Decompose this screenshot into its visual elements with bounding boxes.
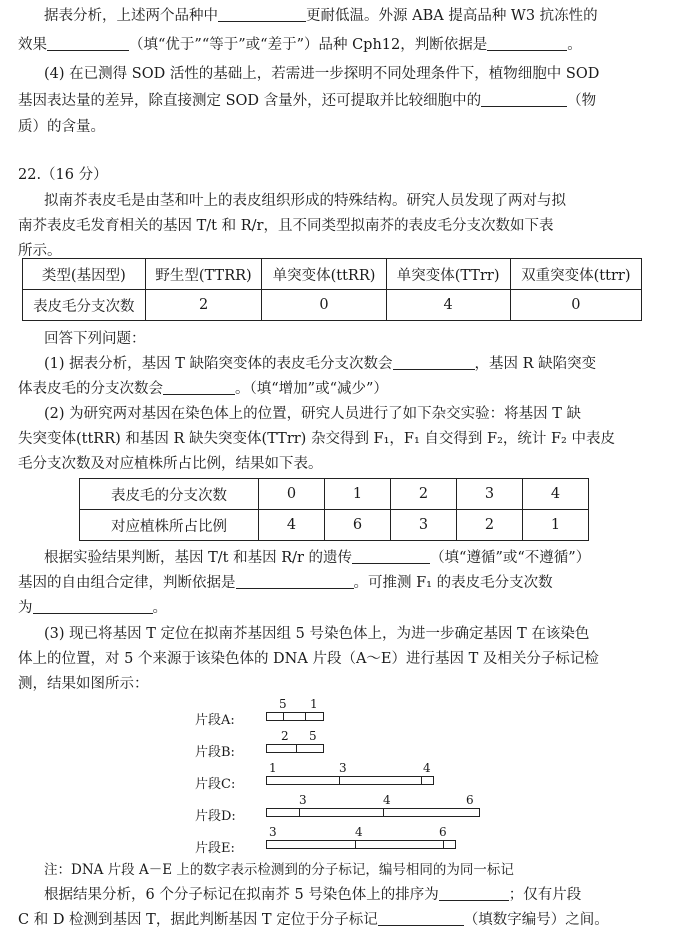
marker-number: 2 xyxy=(281,729,289,743)
marker-number: 5 xyxy=(309,729,317,743)
marker-number: 3 xyxy=(339,761,347,775)
line-q1-a: (1) 据表分析，基因 T 缺陷突变体的表皮毛分支次数会 ，基因 R 缺陷突变 xyxy=(18,352,674,377)
marker-tick xyxy=(283,712,284,721)
table-cell: 对应植株所占比例 xyxy=(80,510,259,541)
marker-number: 4 xyxy=(423,761,431,775)
line-q3-e: C 和 D 检测到基因 T，据此判断基因 T 定位于分子标记 （填数字编号）之间。 xyxy=(18,908,674,933)
table-cell: 表皮毛分支次数 xyxy=(23,290,146,321)
answer-blank[interactable] xyxy=(439,884,509,901)
marker-tick xyxy=(443,840,444,849)
answer-blank[interactable] xyxy=(163,378,235,395)
marker-number: 3 xyxy=(269,825,277,839)
marker-number: 1 xyxy=(310,697,318,711)
dna-segment-c xyxy=(266,776,434,785)
table-cell: 2 xyxy=(145,290,262,321)
answer-blank[interactable] xyxy=(378,909,464,926)
answer-blank[interactable] xyxy=(487,34,567,51)
dna-segment-b xyxy=(266,744,324,753)
marker-number: 4 xyxy=(355,825,363,839)
answer-blank[interactable] xyxy=(218,5,306,22)
table-cell: 3 xyxy=(457,479,523,510)
marker-tick xyxy=(421,776,422,785)
table-cell: 1 xyxy=(325,479,391,510)
marker-tick xyxy=(339,776,340,785)
table-cell: 单突变体(TTrr) xyxy=(386,259,510,290)
marker-number: 3 xyxy=(299,793,307,807)
table-cell: 双重突变体(ttrr) xyxy=(510,259,641,290)
line-q2-e: 基因的自由组合定律，判断依据是 。可推测 F₁ 的表皮毛分支次数 xyxy=(18,571,674,596)
line-q2-c: 毛分支次数及对应植株所占比例，结果如下表。 xyxy=(18,456,323,472)
segment-label: 片段B: xyxy=(195,745,235,760)
line-q3-b: 体上的位置，对 5 个来源于该染色体的 DNA 片段（A～E）进行基因 T 及相关分子标记检 xyxy=(18,651,599,667)
line-intro-2: 南芥表皮毛发育相关的基因 T/t 和 R/r，且不同类型拟南芥的表皮毛分支次数如下表 xyxy=(18,218,554,234)
line-4: 基因表达量的差异，除直接测定 SOD 含量外，还可提取并比较细胞中的 （物 xyxy=(18,89,674,114)
line-answer: 回答下列问题： xyxy=(44,331,146,347)
marker-tick xyxy=(383,808,384,817)
table-f2 xyxy=(79,478,589,541)
dna-segment-e xyxy=(266,840,456,849)
table-cell: 4 xyxy=(386,290,510,321)
line-q1-b: 体表皮毛的分支次数会 。（填“增加”或“减少”） xyxy=(18,377,674,402)
marker-tick xyxy=(355,840,356,849)
marker-tick xyxy=(305,712,306,721)
line-2: 效果 （填“优于”“等于”或“差于”）品种 Cph12，判断依据是 。 xyxy=(18,33,674,58)
line-1: 据表分析，上述两个品种中 更耐低温。外源 ABA 提高品种 W3 抗冻性的 xyxy=(18,4,674,29)
line-intro-1: 拟南芥表皮毛是由茎和叶上的表皮组织形成的特殊结构。研究人员发现了两对与拟 xyxy=(44,193,566,209)
answer-blank[interactable] xyxy=(47,34,129,51)
marker-tick xyxy=(299,808,300,817)
table-cell: 1 xyxy=(523,510,589,541)
answer-blank[interactable] xyxy=(481,90,567,107)
table-cell: 4 xyxy=(523,479,589,510)
line-5: 质）的含量。 xyxy=(18,119,105,135)
table-cell: 0 xyxy=(510,290,641,321)
line-q2-b: 失突变体(ttRR) 和基因 R 缺失突变体(TTrr) 杂交得到 F₁，F₁ 自交得到 F₂，统计 F₂ 中表皮 xyxy=(18,431,615,447)
line-q3-c: 测，结果如图所示： xyxy=(18,676,149,692)
table-cell: 野生型(TTRR) xyxy=(145,259,262,290)
line-q3-d: 根据结果分析，6 个分子标记在拟南芥 5 号染色体上的排序为 ；仅有片段 xyxy=(18,883,674,908)
answer-blank[interactable] xyxy=(33,597,153,614)
table-cell: 类型(基因型) xyxy=(23,259,146,290)
table-cell: 2 xyxy=(457,510,523,541)
dna-segment-a xyxy=(266,712,324,721)
line-3: (4) 在已测得 SOD 活性的基础上，若需进一步探明不同处理条件下，植物细胞中 SOD xyxy=(44,66,600,82)
answer-blank[interactable] xyxy=(352,547,430,564)
marker-tick xyxy=(296,744,297,753)
table-cell: 4 xyxy=(259,510,325,541)
marker-number: 4 xyxy=(383,793,391,807)
table-cell: 3 xyxy=(391,510,457,541)
line-q3-a: (3) 现已将基因 T 定位在拟南芥基因组 5 号染色体上，为进一步确定基因 T 在该染色 xyxy=(44,626,590,642)
table-cell: 2 xyxy=(391,479,457,510)
segment-label: 片段D: xyxy=(195,809,236,824)
table-cell: 6 xyxy=(325,510,391,541)
marker-number: 6 xyxy=(466,793,474,807)
table-genotype xyxy=(22,258,642,321)
table-cell: 0 xyxy=(262,290,386,321)
diagram-note: 注：DNA 片段 A－E 上的数字表示检测到的分子标记，编号相同的为同一标记 xyxy=(44,862,514,878)
line-q2-d: 根据实验结果判断，基因 T/t 和基因 R/r 的遗传 （填“遵循”或“不遵循”） xyxy=(18,546,674,571)
question-number: 22.（16 分） xyxy=(18,167,108,183)
table-cell: 单突变体(ttRR) xyxy=(262,259,386,290)
segment-label: 片段C: xyxy=(195,777,236,792)
table-cell: 表皮毛的分支次数 xyxy=(80,479,259,510)
marker-number: 6 xyxy=(439,825,447,839)
line-intro-3: 所示。 xyxy=(18,243,62,259)
answer-blank[interactable] xyxy=(393,353,475,370)
segment-label: 片段A: xyxy=(195,713,235,728)
line-q2-f: 为 。 xyxy=(18,596,674,621)
marker-number: 5 xyxy=(279,697,287,711)
table-cell: 0 xyxy=(259,479,325,510)
segment-label: 片段E: xyxy=(195,841,235,856)
answer-blank[interactable] xyxy=(236,572,354,589)
line-q2-a: (2) 为研究两对基因在染色体上的位置，研究人员进行了如下杂交实验：将基因 T 缺 xyxy=(44,406,582,422)
marker-number: 1 xyxy=(269,761,277,775)
